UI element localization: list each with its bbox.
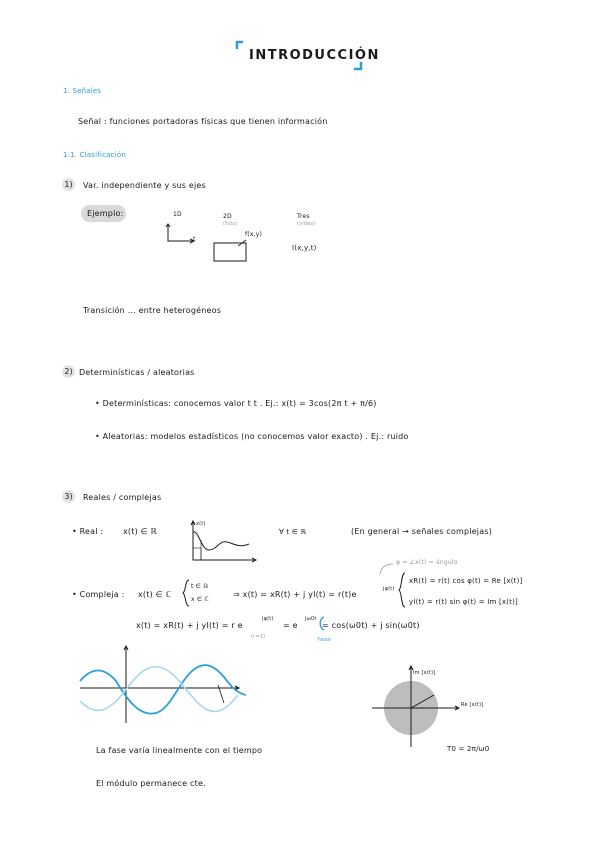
title-bracket-left — [236, 41, 246, 51]
brace-right — [398, 572, 406, 608]
euler-exp2: jω0t — [305, 616, 317, 622]
period-label: T0 = 2π/ω0 — [447, 745, 490, 753]
sine-waves-sketch — [78, 645, 258, 725]
subsection-heading: 1.1. Clasificación — [63, 151, 126, 159]
real-label: • Real : — [72, 527, 104, 536]
real-signal-sketch — [183, 520, 263, 565]
brace-top: t ∈ ℝ — [191, 583, 209, 590]
col-1d-label: 1D — [173, 211, 182, 218]
item-number: 3) — [62, 490, 75, 503]
col-2d-label: 2D — [223, 213, 232, 220]
image-rect-sketch — [213, 238, 253, 263]
signal-definition: Señal : funciones portadoras físicas que tienen información — [78, 117, 328, 126]
deterministic-line: • Determinísticas: conocemos valor t t . Ej.: x(t) = 3cos(2π t + π/6) — [95, 399, 377, 408]
module-note: El módulo permanece cte. — [96, 779, 206, 788]
col-3d-label: Tres — [297, 213, 310, 220]
brace-bottom: x ∈ ℂ — [191, 596, 209, 603]
angle-note-arrow — [375, 562, 395, 576]
item-number: 1) — [62, 178, 75, 191]
axis-t-label: t — [193, 236, 196, 243]
col-3d-sub: (vídeo) — [297, 221, 316, 227]
r-note: (r=1) — [251, 634, 266, 640]
random-line: • Aleatorias: modelos estadísticos (no conocemos valor exacto) . Ej.: ruido — [95, 432, 409, 441]
fasor-label: fasor — [318, 637, 332, 643]
imag-part-line: yI(t) = r(t) sin φ(t) = Im [x(t)] — [409, 598, 518, 606]
fxy-label: f(x,y) — [245, 231, 263, 238]
item-title: Reales / complejas — [83, 493, 162, 502]
euler-eq: = e — [283, 621, 298, 630]
item-number: 2) — [62, 365, 75, 378]
real-axis-label: x(t) — [196, 521, 206, 527]
title-bracket-right — [353, 61, 363, 71]
section-heading: 1. Señales — [63, 87, 102, 95]
real-part-line: xR(t) = r(t) cos φ(t) = Re [x(t)] — [409, 577, 523, 585]
transition-note: Transición ... entre heterogéneos — [83, 306, 222, 315]
real-note: (En general → señales complejas) — [351, 527, 493, 536]
imag-axis-label: Im [x(t)] — [413, 670, 436, 676]
euler-expr: x(t) = xR(t) + j yI(t) = r e — [136, 621, 243, 630]
euler-rhs: = cos(ω0t) + j sin(ω0t) — [322, 621, 420, 630]
item-title: Var. independiente y sus ejes — [83, 181, 206, 190]
example-label: Ejemplo: — [87, 209, 124, 218]
real-condition: ∀ t ∈ ℝ — [279, 528, 307, 536]
axes-1d-sketch — [163, 223, 203, 243]
angle-note: φ = ∠x(t) = ángulo — [396, 559, 458, 566]
complex-exp-sup: jφ(t) — [383, 586, 395, 592]
complex-implication: ⇒ x(t) = xR(t) + j yI(t) = r(t)e — [233, 590, 357, 599]
item-title: Determinísticas / aleatorias — [79, 368, 195, 377]
euler-exp: jφ(t) — [262, 616, 274, 622]
fasor-bracket — [316, 616, 326, 632]
real-expr: x(t) ∈ ℝ — [123, 527, 158, 536]
phase-note: La fase varía linealmente con el tiempo — [96, 746, 263, 755]
brace-left — [182, 579, 190, 607]
page-title: INTRODUCCIÓN — [249, 48, 380, 63]
complex-expr: x(t) ∈ ℂ — [138, 590, 172, 599]
real-axis-label: Re [x(t)] — [461, 702, 484, 708]
col-2d-sub: (foto) — [223, 221, 238, 227]
col-3d-expr: I(x,y,t) — [292, 244, 317, 252]
complex-label: • Compleja : — [72, 590, 125, 599]
